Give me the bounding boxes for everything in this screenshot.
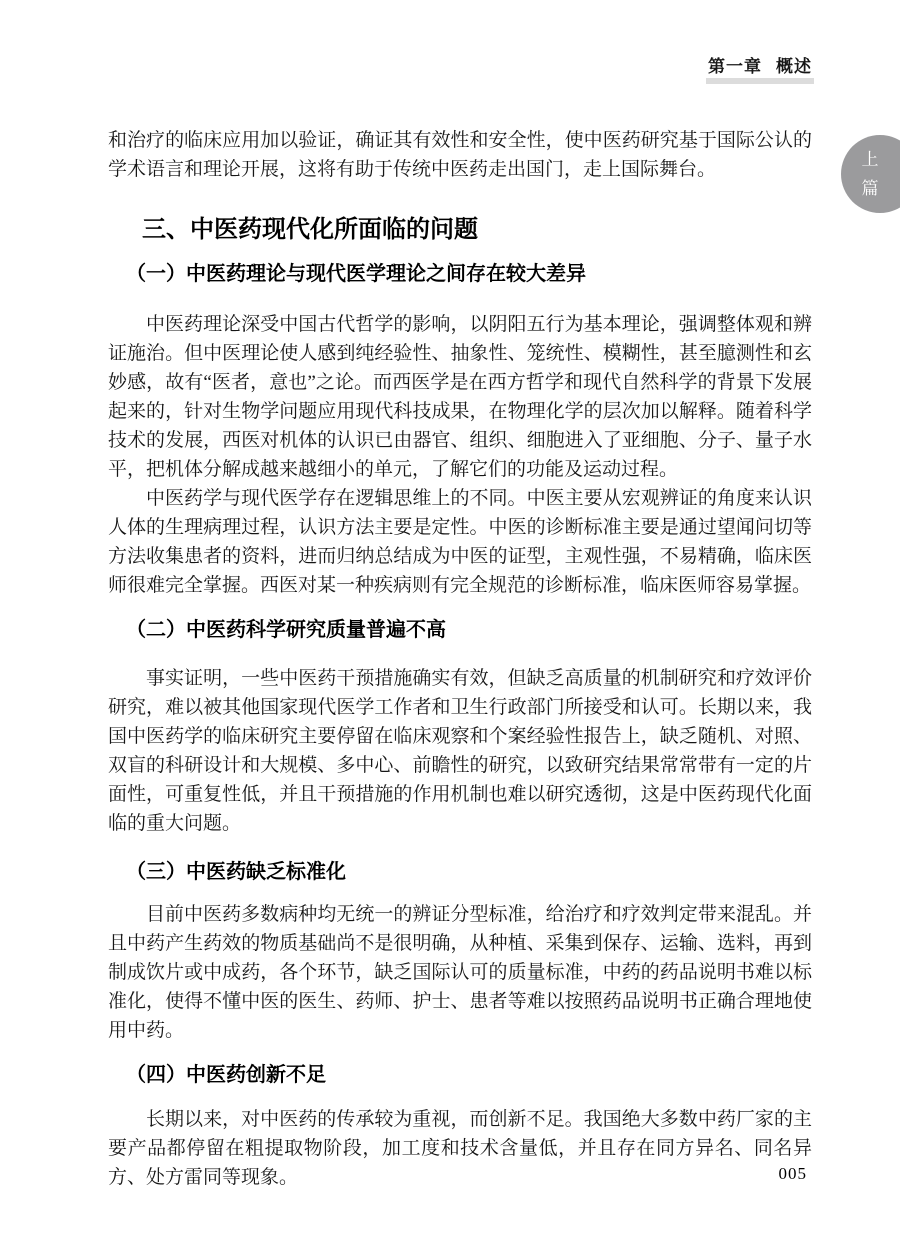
section-1-paragraph-1: 中医药理论深受中国古代哲学的影响，以阴阳五行为基本理论，强调整体观和辨证施治。但中医理论使人感到纯经验性、抽象性、笼统性、模糊性，甚至臆测性和玄妙感，故有“医者，意也”之论。而西医学是在西方哲学和现代自然科学的背景下发展起来的，针对生物学问题应用现代科技成果，在物理化学的层次加以解释。随着科学技术的发展，西医对机体的认识已由器官、组织、细胞进入了亚细胞、分子、量子水平，把机体分解成越来越细小的单元，了解它们的功能及运动过程。 xyxy=(108,314,812,480)
section-4-paragraph-1: 长期以来，对中医药的传承较为重视，而创新不足。我国绝大多数中药厂家的主要产品都停留在粗提取物阶段，加工度和技术含量低，并且存在同方异名、同名异方、处方雷同等现象。 xyxy=(108,1109,812,1188)
section-1-heading: （一）中医药理论与现代医学理论之间存在较大差异 xyxy=(126,263,586,285)
intro-paragraph: 和治疗的临床应用加以验证，确证其有效性和安全性，使中医药研究基于国际公认的学术语言和理论开展，这将有助于传统中医药走出国门，走上国际舞台。 xyxy=(108,130,812,180)
section-4-heading: （四）中医药创新不足 xyxy=(126,1064,326,1086)
section-3-heading: （三）中医药缺乏标准化 xyxy=(126,861,346,883)
running-head-text xyxy=(706,57,814,76)
running-head-section: 概述 xyxy=(776,57,812,76)
section-1-paragraph-2: 中医药学与现代医学存在逻辑思维上的不同。中医主要从宏观辨证的角度来认识人体的生理病理过程，认识方法主要是定性。中医的诊断标准主要是通过望闻问切等方法收集患者的资料，进而归纳总结成为中医的证型，主观性强，不易精确，临床医师很难完全掌握。西医对某一种疾病则有完全规范的诊断标准，临床医师容易掌握。 xyxy=(108,488,812,596)
part-tab-char-top: 上 xyxy=(861,150,879,169)
section-3-paragraph-1: 目前中医药多数病种均无统一的辨证分型标准，给治疗和疗效判定带来混乱。并且中药产生药效的物质基础尚不是很明确，从种植、采集到保存、运输、选料，再到制成饮片或中成药，各个环节，缺乏国际认可的质量标准，中药的药品说明书难以标准化，使得不懂中医的医生、药师、护士、患者等难以按照药品说明书正确合理地使用中药。 xyxy=(108,904,812,1041)
part-tab-char-bottom: 篇 xyxy=(861,179,879,198)
running-head-chapter: 第一章 xyxy=(708,57,762,76)
running-head-underline xyxy=(706,78,814,84)
section-2-heading: （二）中医药科学研究质量普遍不高 xyxy=(126,619,446,641)
running-head xyxy=(706,52,814,84)
section-2-paragraph-1: 事实证明，一些中医药干预措施确实有效，但缺乏高质量的机制研究和疗效评价研究，难以被其他国家现代医学工作者和卫生行政部门所接受和认可。长期以来，我国中医药学的临床研究主要停留在临床观察和个案经验性报告上，缺乏随机、对照、双盲的科研设计和大规模、多中心、前瞻性的研究，以致研究结果常常带有一定的片面性，可重复性低，并且干预措施的作用机制也难以研究透彻，这是中医药现代化面临的重大问题。 xyxy=(108,668,812,834)
page-number: 005 xyxy=(778,1164,807,1183)
part-tab-shang-pian xyxy=(841,135,900,213)
page-body xyxy=(108,126,812,1192)
main-heading: 三、中医药现代化所面临的问题 xyxy=(142,216,478,243)
